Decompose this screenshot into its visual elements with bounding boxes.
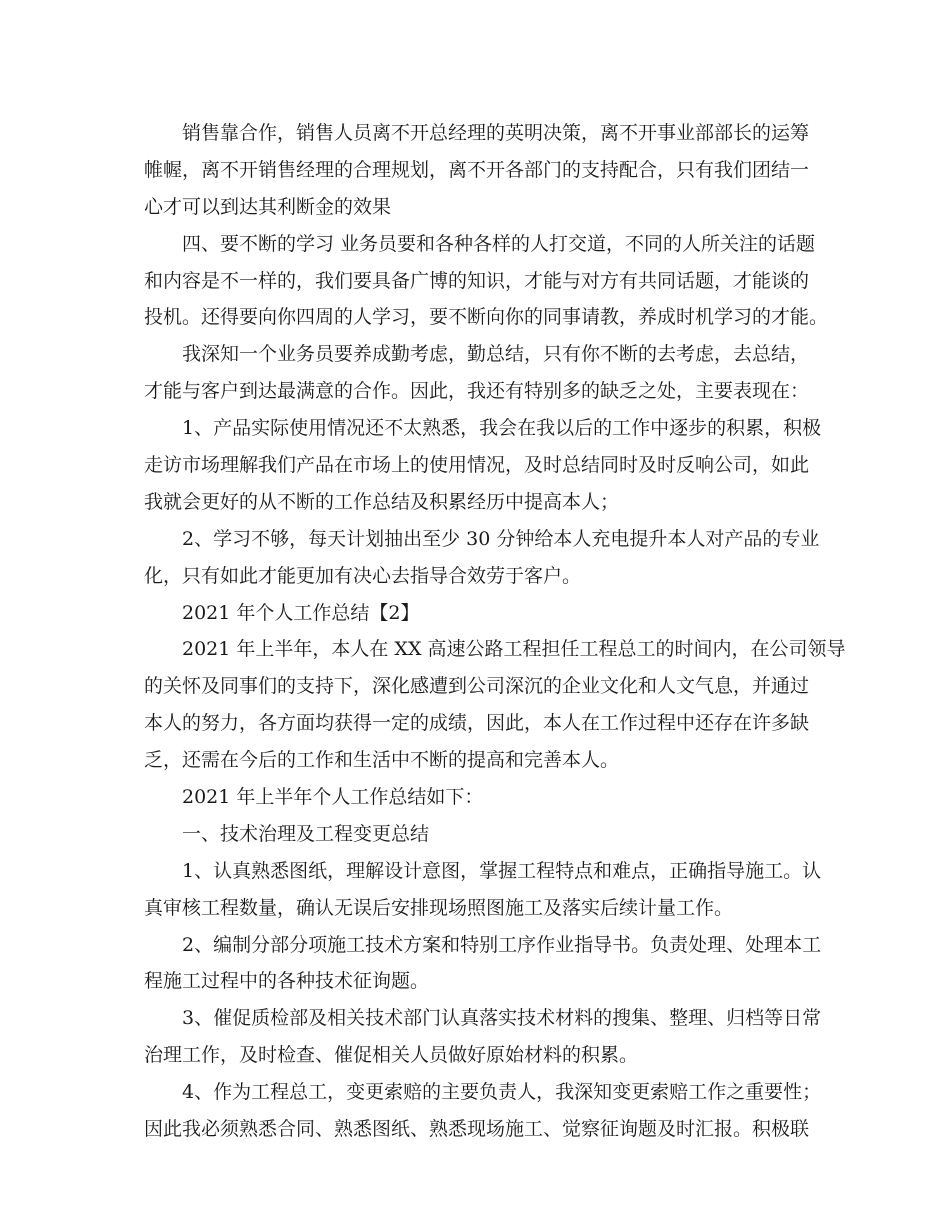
text-line: 我深知一个业务员要养成勤考虑，勤总结，只有你不断的去考虑，去总结， <box>182 343 810 366</box>
text-line: 2、编制分部分项施工技术方案和特别工序作业指导书。负责处理、处理本工 <box>182 933 822 956</box>
text-line: 程施工过程中的各种技术征询题。 <box>144 970 430 993</box>
text-line: 化，只有如此才能更加有决心去指导合效劳于客户。 <box>144 564 582 587</box>
text-line: 才能与客户到达最满意的合作。因此，我还有特别多的缺乏之处，主要表现在： <box>144 380 810 403</box>
document-body <box>144 115 846 1148</box>
text-line: 4、作为工程总工，变更索赔的主要负责人，我深知变更索赔工作之重要性； <box>182 1081 822 1104</box>
text-line: 2021 年个人工作总结【2】 <box>182 601 420 624</box>
text-line: 销售靠合作，销售人员离不开总经理的英明决策，离不开事业部部长的运筹 <box>182 122 810 144</box>
text-line: 帷幄，离不开销售经理的合理规划，离不开各部门的支持配合，只有我们团结一 <box>144 158 810 181</box>
text-line: 我就会更好的从不断的工作总结及积累经历中提高本人； <box>144 490 620 513</box>
text-line: 3、催促质检部及相关技术部门认真落实技术材料的搜集、整理、归档等日常 <box>182 1007 822 1030</box>
text-line: 投机。还得要向你四周的人学习，要不断向你的同事请教，养成时机学习的才能。 <box>144 306 829 329</box>
text-line: 因此我必须熟悉合同、熟悉图纸、熟悉现场施工、觉察征询题及时汇报。积极联 <box>144 1118 810 1141</box>
text-line: 2021 年上半年个人工作总结如下： <box>182 786 484 809</box>
text-line: 2021 年上半年，本人在 XX 高速公路工程担任工程总工的时间内，在公司领导 <box>182 638 846 661</box>
text-line: 走访市场理解我们产品在市场上的使用情况，及时总结同时及时反响公司，如此 <box>144 454 810 477</box>
text-line: 乏，还需在今后的工作和生活中不断的提高和完善本人。 <box>144 749 620 772</box>
text-line: 心才可以到达其利断金的效果 <box>144 195 392 218</box>
text-line: 治理工作，及时检查、催促相关人员做好原始材料的积累。 <box>144 1044 639 1067</box>
text-line: 本人的努力，各方面均获得一定的成绩，因此，本人在工作过程中还存在许多缺 <box>144 712 810 735</box>
text-line: 和内容是不一样的，我们要具备广博的知识，才能与对方有共同话题，才能谈的 <box>144 269 810 292</box>
text-line: 1、认真熟悉图纸，理解设计意图，掌握工程特点和难点，正确指导施工。认 <box>182 859 822 882</box>
text-line: 真审核工程数量，确认无误后安排现场照图施工及落实后续计量工作。 <box>144 896 734 919</box>
text-line: 四、要不断的学习 业务员要和各种各样的人打交道，不同的人所关注的话题 <box>182 232 816 255</box>
text-line: 一、技术治理及工程变更总结 <box>182 822 430 845</box>
text-line: 2、学习不够，每天计划抽出至少 30 分钟给本人充电提升本人对产品的专业 <box>182 527 820 550</box>
text-line: 1、产品实际使用情况还不太熟悉，我会在我以后的工作中逐步的积累，积极 <box>182 417 822 440</box>
text-line: 的关怀及同事们的支持下，深化感遭到公司深沉的企业文化和人文气息，并通过 <box>144 675 810 698</box>
